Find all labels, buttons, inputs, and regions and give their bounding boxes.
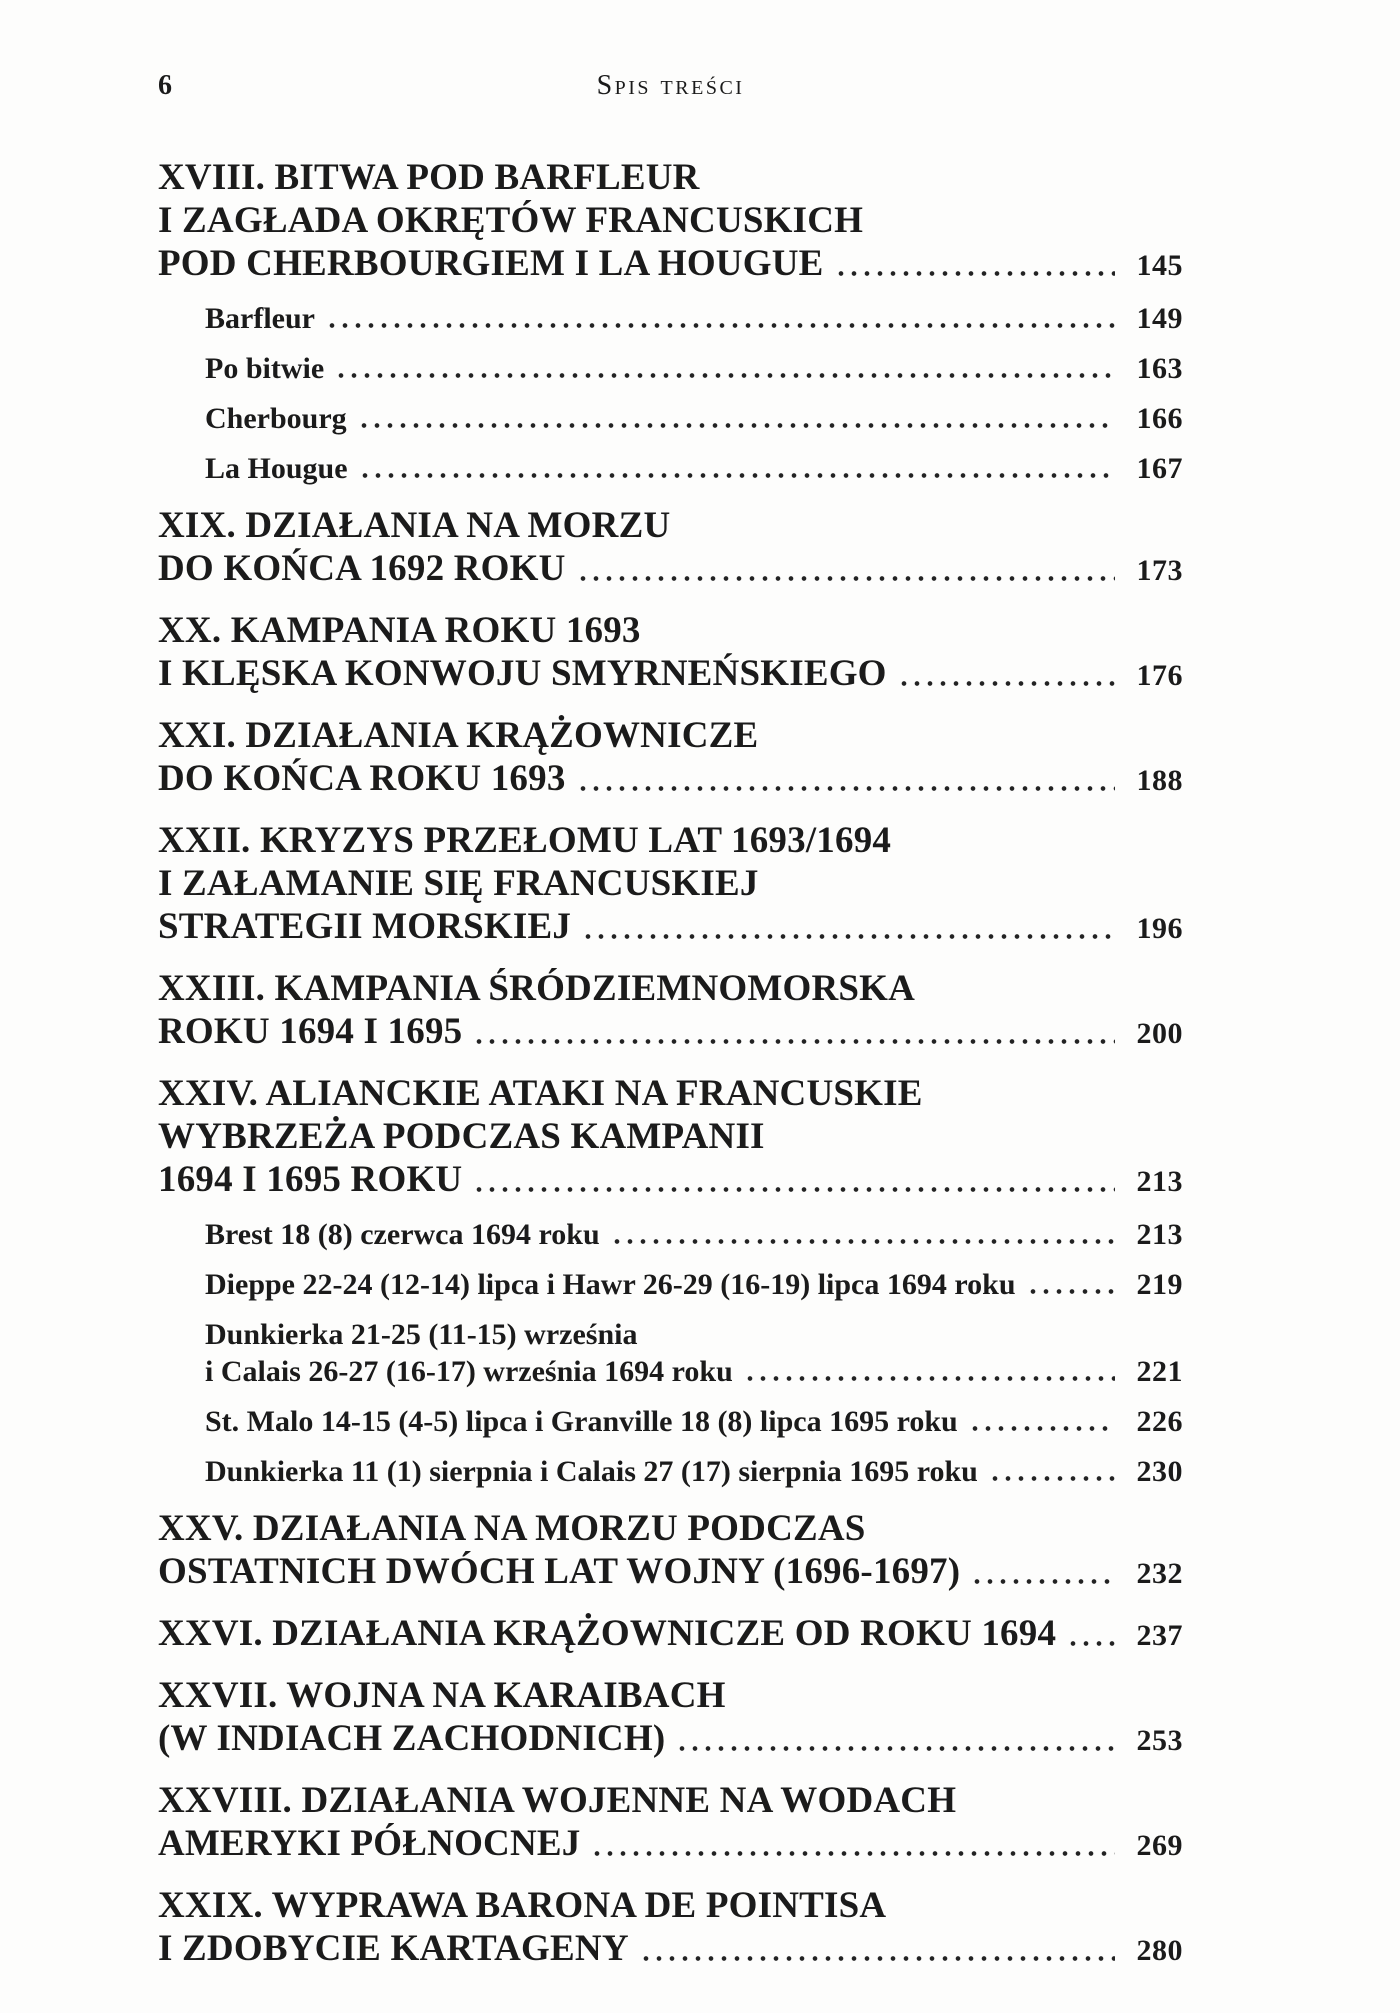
toc-entry-line: XXVIII. DZIAŁANIA WOJENNE NA WODACH bbox=[158, 1780, 957, 1821]
dot-leader bbox=[338, 372, 1115, 379]
toc-page-number: 230 bbox=[1136, 1455, 1183, 1488]
dot-leader bbox=[329, 322, 1115, 329]
toc-entry-title: DO KOŃCA ROKU 1693 bbox=[158, 758, 566, 799]
toc-entry-line: XXIV. ALIANCKIE ATAKI NA FRANCUSKIE bbox=[158, 1073, 923, 1114]
toc-page-number: 166 bbox=[1136, 402, 1183, 435]
toc-page-number: 253 bbox=[1136, 1724, 1183, 1757]
toc-entry-title: XXVI. DZIAŁANIA KRĄŻOWNICZE OD ROKU 1694 bbox=[158, 1613, 1057, 1654]
toc-entry-line: WYBRZEŻA PODCZAS KAMPANII bbox=[158, 1116, 765, 1157]
toc-entry-chapter-21 bbox=[158, 714, 1183, 802]
toc-page-number: 269 bbox=[1136, 1829, 1183, 1862]
dot-leader bbox=[476, 1038, 1115, 1045]
dot-leader bbox=[614, 1238, 1115, 1245]
toc-entry-line: XXV. DZIAŁANIA NA MORZU PODCZAS bbox=[158, 1508, 866, 1549]
toc-entry-sub bbox=[158, 1316, 1183, 1390]
toc-entry-title: St. Malo 14-15 (4-5) lipca i Granville 18 (8) lipca 1695 roku bbox=[205, 1405, 958, 1438]
toc-entry-chapter-28 bbox=[158, 1779, 1183, 1867]
toc-entry-title: La Hougue bbox=[205, 452, 348, 485]
toc-page-number: 176 bbox=[1136, 659, 1183, 692]
toc-entry-chapter-19 bbox=[158, 504, 1183, 592]
toc-page-number: 213 bbox=[1136, 1218, 1183, 1251]
table-of-contents bbox=[158, 156, 1183, 1972]
toc-entry-line: XXVII. WOJNA NA KARAIBACH bbox=[158, 1675, 726, 1716]
toc-entry-sub bbox=[158, 1453, 1183, 1490]
dot-leader bbox=[362, 472, 1115, 479]
toc-entry-chapter-27 bbox=[158, 1674, 1183, 1762]
toc-entry-title: ROKU 1694 I 1695 bbox=[158, 1011, 463, 1052]
dot-leader bbox=[901, 680, 1115, 687]
toc-entry-sub bbox=[158, 1403, 1183, 1440]
toc-entry-chapter-18 bbox=[158, 156, 1183, 287]
toc-entry-sub bbox=[158, 1216, 1183, 1253]
toc-entry-title: POD CHERBOURGIEM I LA HOUGUE bbox=[158, 243, 824, 284]
toc-entry-line: XXIII. KAMPANIA ŚRÓDZIEMNOMORSKA bbox=[158, 968, 916, 1009]
toc-entry-chapter-23 bbox=[158, 967, 1183, 1055]
toc-entry-line: XVIII. BITWA POD BARFLEUR bbox=[158, 157, 700, 198]
toc-entry-title: i Calais 26-27 (16-17) września 1694 roku bbox=[205, 1355, 733, 1388]
page-number: 6 bbox=[158, 70, 173, 101]
toc-entry-sub bbox=[158, 300, 1183, 337]
toc-entry-chapter-22 bbox=[158, 819, 1183, 950]
running-header-title: Spis treści bbox=[596, 70, 745, 101]
dot-leader bbox=[580, 575, 1115, 582]
toc-page-number: 221 bbox=[1136, 1355, 1183, 1388]
toc-page-number: 173 bbox=[1136, 554, 1183, 587]
toc-entry-title: STRATEGII MORSKIEJ bbox=[158, 906, 572, 947]
toc-page-number: 226 bbox=[1136, 1405, 1183, 1438]
toc-entry-title: Dieppe 22-24 (12-14) lipca i Hawr 26-29 (16-19) lipca 1694 roku bbox=[205, 1268, 1016, 1301]
toc-entry-line: XIX. DZIAŁANIA NA MORZU bbox=[158, 505, 671, 546]
dot-leader bbox=[594, 1850, 1115, 1857]
dot-leader bbox=[580, 785, 1115, 792]
dot-leader bbox=[679, 1745, 1115, 1752]
toc-entry-line: XXI. DZIAŁANIA KRĄŻOWNICZE bbox=[158, 715, 759, 756]
toc-page-number: 280 bbox=[1136, 1934, 1183, 1967]
toc-page-number: 232 bbox=[1136, 1557, 1183, 1590]
toc-entry-title: Po bitwie bbox=[205, 352, 325, 385]
dot-leader bbox=[1070, 1640, 1115, 1647]
toc-page-number: 200 bbox=[1136, 1017, 1183, 1050]
dot-leader bbox=[974, 1578, 1115, 1585]
toc-entry-title: (W INDIACH ZACHODNICH) bbox=[158, 1718, 666, 1759]
toc-entry-sub bbox=[158, 450, 1183, 487]
toc-page-number: 145 bbox=[1136, 249, 1183, 282]
toc-page-number: 149 bbox=[1136, 302, 1183, 335]
dot-leader bbox=[361, 422, 1115, 429]
toc-entry-chapter-24 bbox=[158, 1072, 1183, 1203]
toc-entry-line: XXII. KRYZYS PRZEŁOMU LAT 1693/1694 bbox=[158, 820, 892, 861]
dot-leader bbox=[585, 933, 1115, 940]
toc-page-number: 188 bbox=[1136, 764, 1183, 797]
toc-page-number: 237 bbox=[1136, 1619, 1183, 1652]
toc-entry-chapter-26 bbox=[158, 1612, 1183, 1657]
toc-entry-title: 1694 I 1695 ROKU bbox=[158, 1159, 463, 1200]
toc-page-number: 163 bbox=[1136, 352, 1183, 385]
toc-entry-line: I ZAŁAMANIE SIĘ FRANCUSKIEJ bbox=[158, 863, 759, 904]
dot-leader bbox=[972, 1425, 1115, 1432]
toc-entry-chapter-29 bbox=[158, 1884, 1183, 1972]
toc-entry-chapter-25 bbox=[158, 1507, 1183, 1595]
dot-leader bbox=[476, 1186, 1115, 1193]
toc-entry-sub bbox=[158, 1266, 1183, 1303]
dot-leader bbox=[838, 270, 1116, 277]
toc-entry-title: Brest 18 (8) czerwca 1694 roku bbox=[205, 1218, 600, 1251]
toc-entry-title: OSTATNICH DWÓCH LAT WOJNY (1696-1697) bbox=[158, 1551, 961, 1592]
toc-entry-title: Barfleur bbox=[205, 302, 315, 335]
toc-entry-line: XX. KAMPANIA ROKU 1693 bbox=[158, 610, 641, 651]
toc-entry-sub bbox=[158, 400, 1183, 437]
dot-leader bbox=[992, 1475, 1115, 1482]
toc-page-number: 196 bbox=[1136, 912, 1183, 945]
toc-entry-title: Dunkierka 11 (1) sierpnia i Calais 27 (17) sierpnia 1695 roku bbox=[205, 1455, 978, 1488]
toc-entry-line: XXIX. WYPRAWA BARONA DE POINTISA bbox=[158, 1885, 887, 1926]
toc-entry-line: I ZAGŁADA OKRĘTÓW FRANCUSKICH bbox=[158, 200, 864, 241]
toc-entry-title: DO KOŃCA 1692 ROKU bbox=[158, 548, 566, 589]
dot-leader bbox=[643, 1955, 1115, 1962]
running-header bbox=[158, 70, 1183, 104]
dot-leader bbox=[747, 1375, 1115, 1382]
toc-page-number: 219 bbox=[1136, 1268, 1183, 1301]
toc-entry-chapter-20 bbox=[158, 609, 1183, 697]
toc-entry-sub bbox=[158, 350, 1183, 387]
toc-entry-title: AMERYKI PÓŁNOCNEJ bbox=[158, 1823, 581, 1864]
toc-entry-line: Dunkierka 21-25 (11-15) września bbox=[205, 1318, 638, 1351]
dot-leader bbox=[1030, 1288, 1115, 1295]
toc-page-number: 213 bbox=[1136, 1165, 1183, 1198]
toc-page-number: 167 bbox=[1136, 452, 1183, 485]
toc-entry-title: I KLĘSKA KONWOJU SMYRNEŃSKIEGO bbox=[158, 653, 887, 694]
toc-entry-title: I ZDOBYCIE KARTAGENY bbox=[158, 1928, 629, 1969]
toc-entry-title: Cherbourg bbox=[205, 402, 347, 435]
